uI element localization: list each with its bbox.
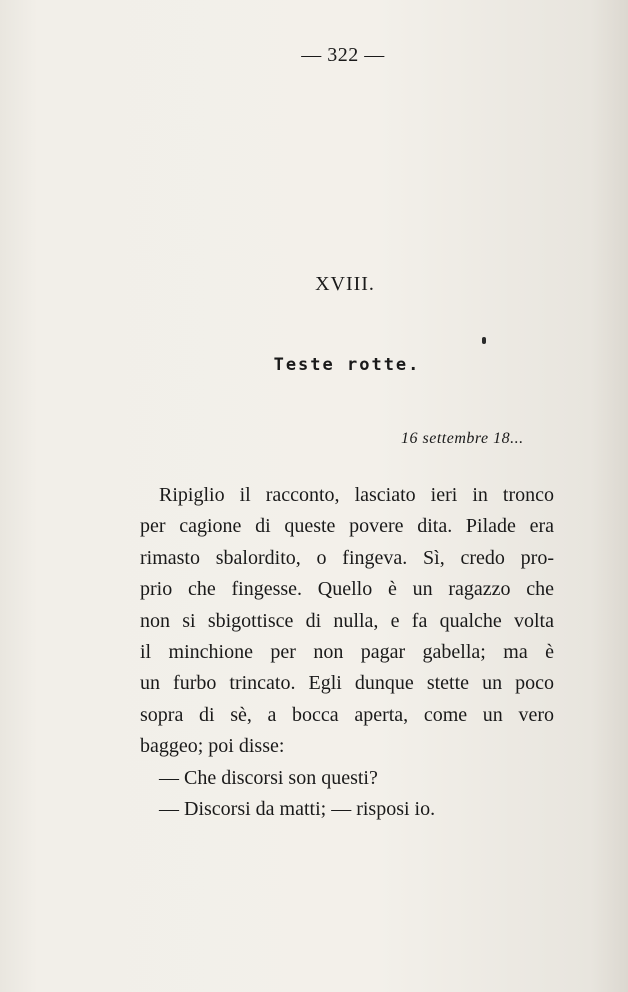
paragraph-line: sopra di sè, a bocca aperta, come un vero xyxy=(140,703,554,726)
paragraph-line: baggeo; poi disse: xyxy=(140,735,285,758)
paragraph-line: un furbo trincato. Egli dunque stette un poco xyxy=(140,672,554,695)
paragraph-line: Ripiglio il racconto, lasciato ieri in tronco xyxy=(159,484,554,506)
dateline: 16 settembre 18... xyxy=(401,430,524,447)
chapter-title: Teste rotte. xyxy=(273,355,421,375)
paragraph-line: il minchione per non pagar gabella; ma è xyxy=(140,640,554,663)
paragraph-line: non si sbigottisce di nulla, e fa qualche volta xyxy=(140,609,554,632)
page-number: — 322 — xyxy=(301,44,385,66)
dialogue-line: — Che discorsi son questi? xyxy=(159,766,378,789)
body-text xyxy=(140,480,554,825)
chapter-number: XVIII. xyxy=(315,273,375,295)
paragraph-line: per cagione di queste povere dita. Pilade era xyxy=(140,515,554,538)
ink-speck xyxy=(482,337,486,344)
dialogue-line: — Discorsi da matti; — risposi io. xyxy=(159,797,436,820)
paragraph-line: prio che fingesse. Quello è un ragazzo che xyxy=(140,578,554,601)
paragraph-line: rimasto sbalordito, o fingeva. Sì, credo pro- xyxy=(140,546,554,569)
